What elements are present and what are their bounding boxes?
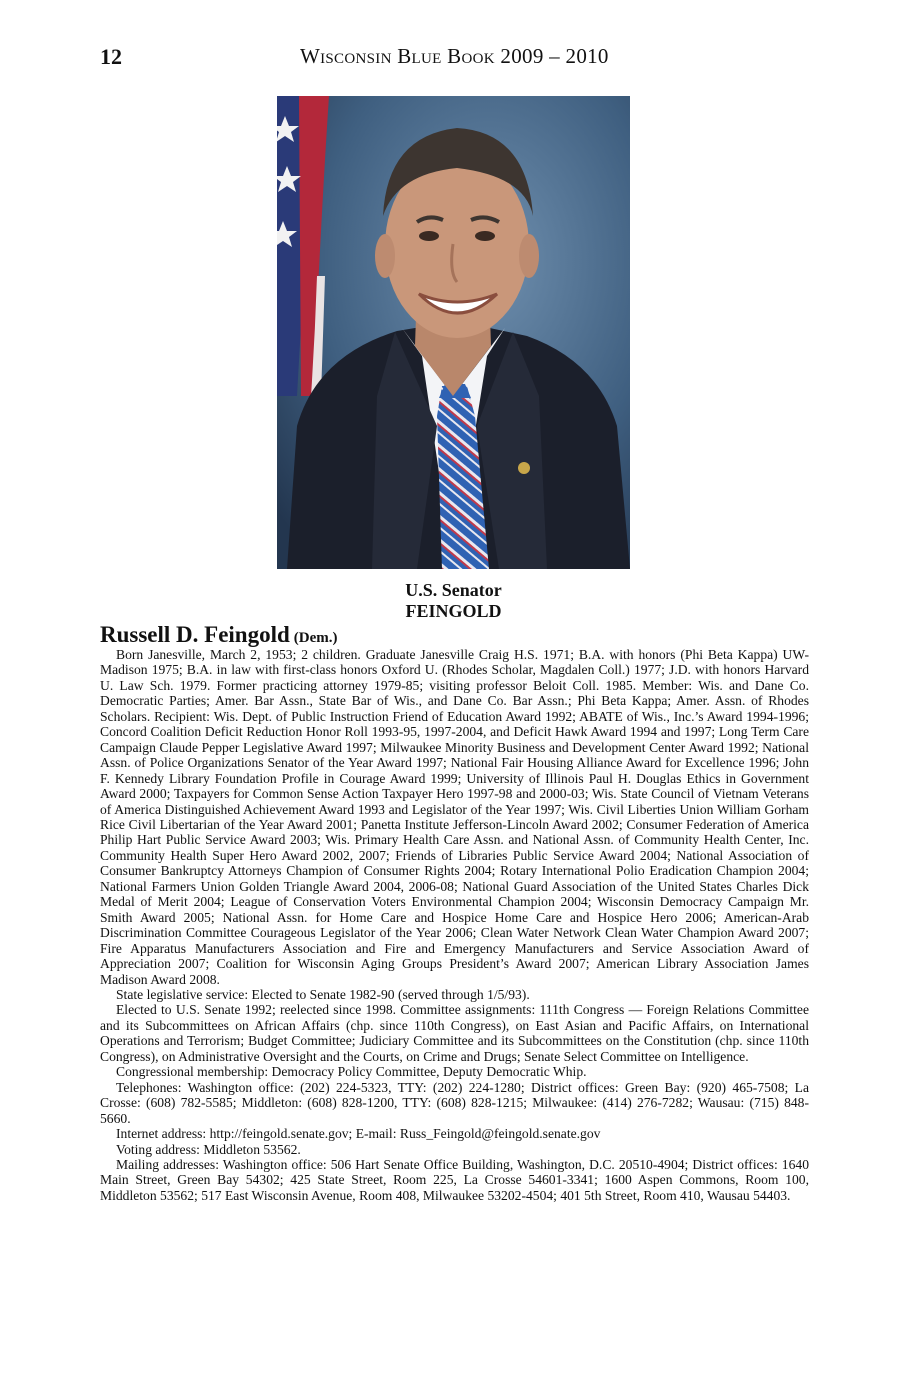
bio-paragraph-state-service: State legislative service: Elected to Senate 1982-90 (served through 1/5/93). [116,986,530,1002]
caption-title: U.S. Senator [405,580,502,600]
bio-paragraph-voting-address: Voting address: Middleton 53562. [116,1141,301,1157]
member-heading [100,622,338,648]
bio-paragraph-mailing-addresses: Mailing addresses: Washington office: 506 Hart Senate Office Building, Washington, D.C. 20510-4904; District offices: 1640 Main Street, Green Bay 54302; 425 State Street, Room 225, La Crosse 54601-3341; 1600 Aspen Commons, Room 100, Middleton 53562; 517 East Wisconsin Avenue, Room 408, Milwaukee 53202-4504; 401 5th Street, Room 410, Wausau 54403. [100,1156,809,1203]
caption-surname: FEINGOLD [405,601,502,621]
running-head: Wisconsin Blue Book 2009 – 2010 [300,44,609,68]
member-party: (Dem.) [293,630,338,646]
bio-paragraph-internet: Internet address: http://feingold.senate.gov; E-mail: Russ_Feingold@feingold.senate.gov [116,1126,601,1142]
senator-portrait [277,96,630,569]
bio-paragraph-telephones: Telephones: Washington office: (202) 224-5323, TTY: (202) 224-1280; District offices: Green Bay: (920) 465-7508; La Crosse: (608) 782-5585; Middleton: (608) 828-1200, TTY: (608) 828-1215; Milwaukee: (414) 276-7282; Wausau: (715) 848-5660. [100,1079,809,1126]
page-number: 12 [100,44,122,69]
bio-paragraph-congressional-membership: Congressional membership: Democracy Policy Committee, Deputy Democratic Whip. [116,1064,587,1080]
lapel-pin [518,462,530,474]
bio-paragraph-senate-service: Elected to U.S. Senate 1992; reelected since 1998. Committee assignments: 111th Congress — Foreign Relations Committee and its Subcommittees on African Affairs (chp. since 110th Congress), on East Asian and Pacific Affairs, on International Operations and Terrorism; Budget Committee; Judiciary Committee and its Subcommittees on the Constitution (chp. since 110th Congress), on Administrative Oversight and the Courts, on Crime and Drugs; Senate Select Committee on Intelligence. [100,1002,809,1064]
biography [100,647,809,1203]
portrait-illustration [277,96,630,569]
bio-paragraph-biographical: Born Janesville, March 2, 1953; 2 children. Graduate Janesville Craig H.S. 1971; B.A. with honors (Phi Beta Kappa) UW-Madison 1975; B.A. in law with first-class honors Oxford U. (Rhodes Scholar, Magdalen Coll.) 1977; J.D. with honors Harvard U. Law Sch. 1979. Former practicing attorney 1979-85; visiting professor Beloit Coll. 1985. Member: Wis. and Dane Co. Democratic Parties; Amer. Bar Assn., State Bar of Wis., and Dane Co. Bar Assn.; Phi Beta Kappa; Amer. Assn. of Rhodes Scholars. Recipient: Wis. Dept. of Public Instruction Friend of Education Award 1992; ABATE of Wis., Inc.’s Award 1994-1996; Concord Coalition Deficit Reduction Honor Roll 1993-95, 1997-2004, and Deficit Hawk Award 1994 and 1997; Long Term Care Campaign Claude Pepper Legislative Award 1997; Milwaukee Minority Business and Development Center Award 1992; National Assn. of Police Organizations Senator of the Year Award 1997; National Fair Housing Alliance Award for Excellence 1996; John F. Kennedy Library Foundation Profile in Courage Award 1999; University of Illinois Paul H. Douglas Ethics in Government Award 2000; Taxpayers for Common Sense Action Taxpayer Hero 1997-98 and 2000-03; Wis. State Council of Vietnam Veterans of America Distinguished Achievement Award 1993 and Legislator of the Year 1997; Wis. Civil Liberties Union William Gorham Rice Civil Libertarian of the Year Award 2001; Panetta Institute Jefferson-Lincoln Award 2002; Consumer Federation of America Philip Hart Public Service Award 2003; Wis. Primary Health Care Assn. and National Assn. of Community Health Center, Inc. Community Health Super Hero Award 2002, 2007; Friends of Libraries Public Service Award 2004; National Association of Consumer Bankruptcy Attorneys Champion of Consumer Rights 2004; Rotary International Polio Eradication Champion 2004; National Farmers Union Golden Triangle Award 2004, 2006-08; National Guard Association of the United States Charles Dick Medal of Merit 2004; League of Conservation Voters Environmental Champion 2004; Wisconsin Democracy Campaign Mr. Smith Award 2005; National Assn. for Home Care and Hospice Home Care and Hospice Hero 2006; American-Arab Discrimination Committee Courageous Legislator of the Year 2006; Clean Water Network Clean Water Champion Award 2007; Fire Apparatus Manufacturers Association and Fire and Emergency Manufacturers and Service Association Award of Appreciation 2007; Coalition for Wisconsin Aging Groups President’s Award 2007; American Library Association James Madison Award 2008. [100,647,809,987]
member-name: Russell D. Feingold [100,622,290,647]
